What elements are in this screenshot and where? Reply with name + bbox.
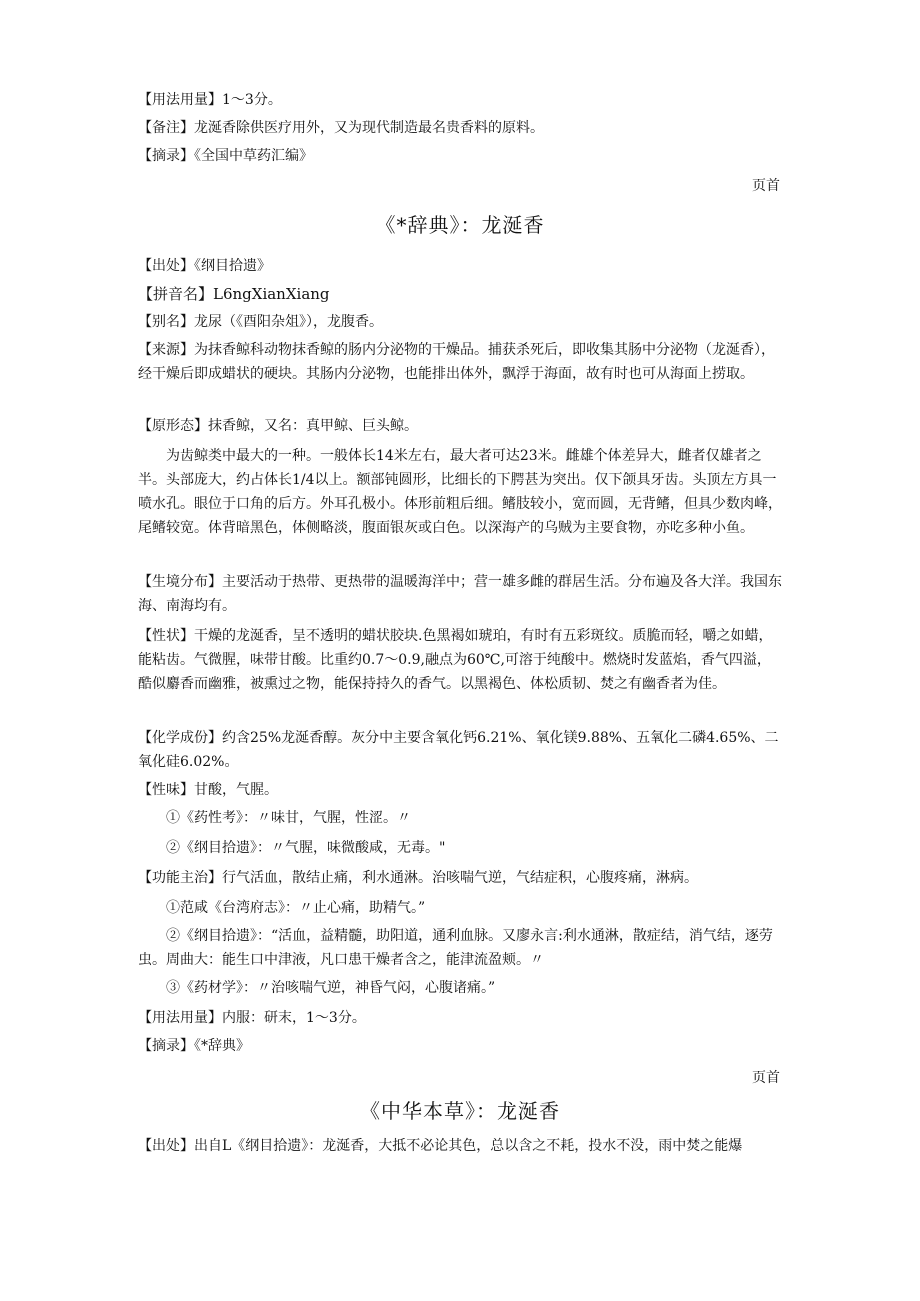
remark-line: 【备注】龙涎香除供医疗用外，又为现代制造最名贵香料的原料。 <box>138 120 544 136</box>
function-quote-3: ③《药材学》：〃治咳喘气逆，神昏气闷，心腹诸痛。” <box>166 980 496 996</box>
back-to-top-link[interactable]: 页首 <box>752 178 780 194</box>
morphology-paragraph: 为齿鲸类中最大的一种。一般体长14米左右，最大者可达23米。雌雄个体差异大，雌者仅雄者之半。头部庞大，约占体长1/4以上。额部钝圆形，比细长的下腭甚为突出。仅下颌具牙齿。头顶左方具一喷水孔。眼位于口角的后方。外耳孔极小。体形前粗后细。鳍肢较小，宽而圆，无背鳍，但具少数肉峰，尾鳍较宽。体背暗黑色，体侧略淡，腹面银灰或白色。以深海产的乌贼为主要食物，亦吃多种小鱼。 <box>138 448 782 536</box>
excerpt-source-line: 【摘录】《全国中草药汇编》 <box>138 148 313 164</box>
source-description-paragraph: 【来源】为抹香鲸科动物抹香鲸的肠内分泌物的干燥品。捕获杀死后，即收集其肠中分泌物（龙涎香），经干燥后即成蜡状的硬块。其肠内分泌物，也能排出体外，飘浮于海面，故有时也可从海面上捞取。 <box>138 342 775 382</box>
habitat-paragraph: 【生境分布】主要活动于热带、更热带的温暖海洋中；营一雄多雌的群居生活。分布遍及各大洋。我国东海、南海均有。 <box>138 574 782 614</box>
pinyin-line: 【拼音名】L6ngXianXiang <box>138 285 330 303</box>
usage-dosage-line: 【用法用量】1～3分。 <box>138 92 282 108</box>
morphology-title-line: 【原形态】抹香鲸，又名：真甲鲸、巨头鲸。 <box>138 418 418 434</box>
chemical-composition-paragraph: 【化学成份】约含25%龙涎香醇。灰分中主要含氧化钙6.21%、氧化镁9.88%、五氧化二磷4.65%、二氧化硅6.02%。 <box>138 730 779 770</box>
back-to-top-link-2[interactable]: 页首 <box>752 1070 780 1086</box>
taste-quote-2: ②《纲目拾遗》：〃气腥，味微酸咸，无毒。" <box>166 840 446 856</box>
taste-quote-1: ①《药性考》：〃味甘，气腥，性涩。〃 <box>166 810 411 826</box>
function-quote-1: ①范咸《台湾府志》：〃止心痛，助精气。” <box>166 900 426 916</box>
section-title-zhonghua: 《中华本草》：龙涎香 <box>360 1099 560 1123</box>
origin-line-3: 【出处】出自L《纲目拾遗》：龙涎香，大抵不必论其色，总以含之不耗，投水不没，雨中焚之能爆 <box>138 1138 743 1154</box>
section-title-dictionary: 《*辞典》：龙涎香 <box>375 213 545 237</box>
taste-line: 【性味】甘酸，气腥。 <box>138 782 278 798</box>
alias-line: 【别名】龙尿（《酉阳杂俎》），龙腹香。 <box>138 314 383 330</box>
usage-dosage-line-2: 【用法用量】内服：研末，1～3分。 <box>138 1010 366 1026</box>
excerpt-source-line-2: 【摘录】《*辞典》 <box>138 1038 250 1054</box>
function-line: 【功能主治】行气活血，散结止痛，利水通淋。治咳喘气逆，气结症积，心腹疼痛，淋病。 <box>138 870 698 886</box>
origin-line: 【出处】《纲目拾遗》 <box>138 258 271 274</box>
function-quote-2: ②《纲目拾遗》：“活血，益精髓，助阳道，通利血脉。又廖永言:利水通淋，散症结，消气结，逐劳虫。周曲大：能生口中津液，凡口患干燥者含之，能津流盈颊。〃 <box>138 928 773 968</box>
properties-paragraph: 【性状】干燥的龙涎香，呈不透明的蜡状胶块.色黑褐如琥珀，有时有五彩斑纹。质脆而轻，嚼之如蜡，能粘齿。气微腥，味带甘酸。比重约0.7～0.9,融点为60℃,可溶于纯酸中。燃烧时发蓝焰，香气四溢，酷似麝香而幽雅，被熏过之物，能保持持久的香气。以黑褐色、体松质韧、焚之有幽香者为佳。 <box>138 628 773 692</box>
